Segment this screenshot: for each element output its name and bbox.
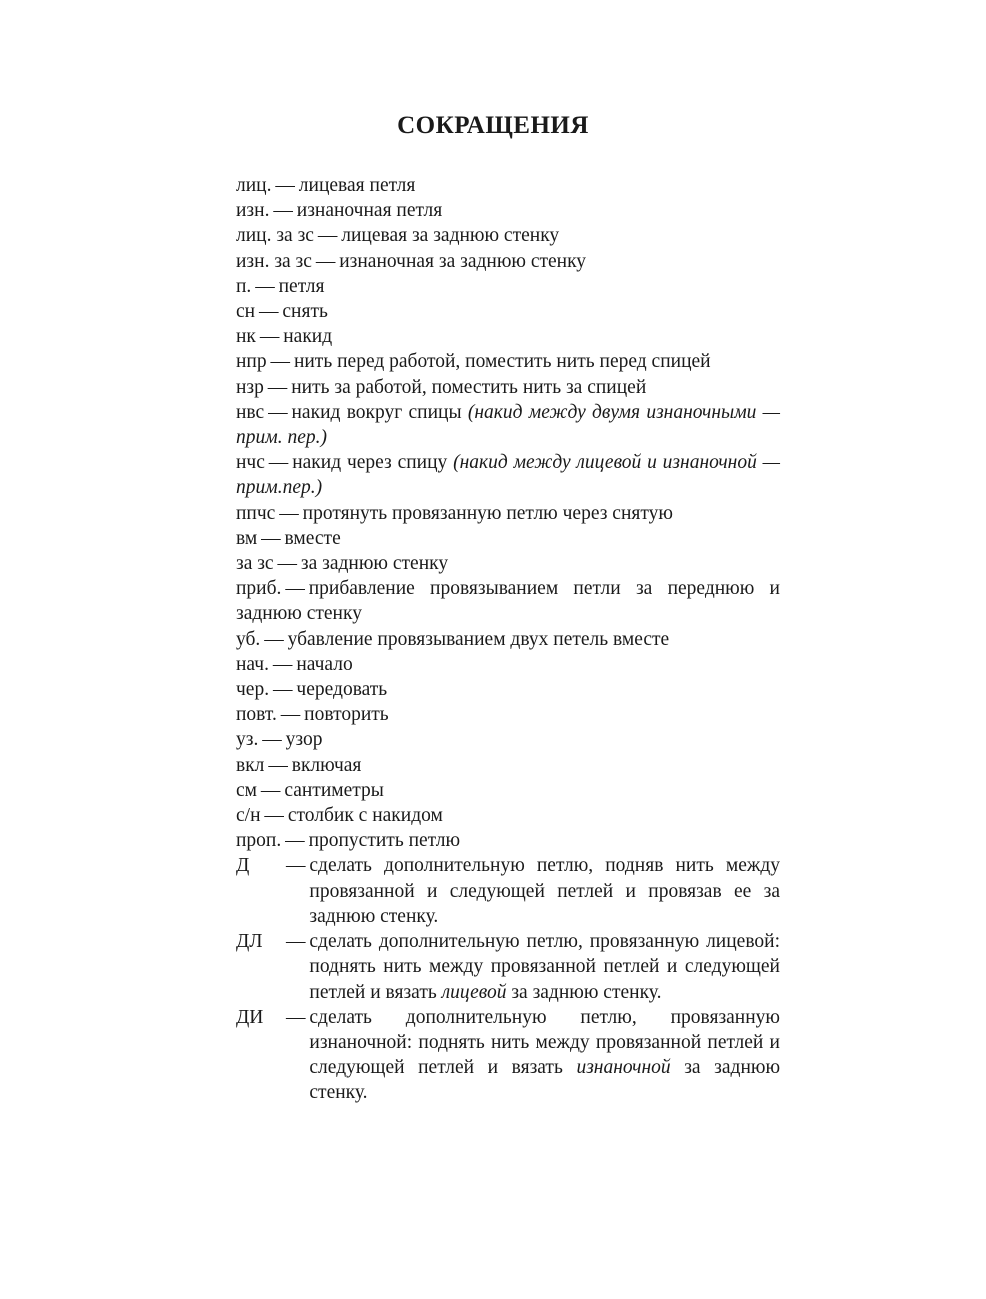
abbreviation-dash: — (269, 679, 297, 701)
abbreviation-term: нпр (236, 351, 267, 373)
definition-emphasis: лицевой (441, 981, 507, 1003)
abbreviation-entry (236, 753, 780, 778)
abbreviation-term: ппчс (236, 502, 276, 524)
abbreviation-definition: накид (283, 326, 333, 348)
abbreviation-definition: сантиметры (284, 779, 384, 801)
definition-text: сделать дополнительную петлю, провязанную лицевой: поднять нить между провязанной петлей и следующей петлей и вязать (309, 931, 780, 1003)
abbreviation-term: п. (236, 275, 252, 297)
abbreviation-entry (236, 803, 780, 828)
abbreviation-definition: протянуть провязанную петлю через снятую (302, 502, 673, 524)
abbreviation-dash: — (286, 855, 310, 877)
abbreviation-entry (236, 702, 780, 727)
abbreviation-entry-hanging (236, 1005, 780, 1106)
abbreviation-entry (236, 576, 780, 626)
abbreviation-entry (236, 249, 780, 274)
abbreviation-definition: убавление провязыванием двух петель вместе (287, 628, 670, 650)
abbreviation-term: изн. (236, 200, 270, 222)
abbreviation-dash: — (286, 1006, 310, 1028)
abbreviation-term: вкл (236, 754, 265, 776)
abbreviation-definition: накид через спицу (292, 452, 448, 474)
page-title: СОКРАЩЕНИЯ (397, 112, 589, 139)
abbreviation-dash: — (311, 250, 340, 272)
abbreviation-entry (236, 349, 780, 374)
abbreviation-definition: изнаночная петля (296, 200, 443, 222)
abbreviation-definition: узор (285, 729, 323, 751)
abbreviation-definition: включая (291, 754, 362, 776)
abbreviation-entry (236, 551, 780, 576)
abbreviation-entry (236, 727, 780, 752)
abbreviation-term: изн. за зс (236, 250, 312, 272)
abbreviation-entry (236, 375, 780, 400)
abbreviation-term: нчс (236, 452, 265, 474)
abbreviation-entry (236, 677, 780, 702)
abbreviation-dash: — (255, 326, 284, 348)
abbreviation-dash: — (264, 401, 292, 423)
abbreviation-term: с/н (236, 805, 261, 827)
abbreviation-dash: — (286, 931, 310, 953)
abbreviation-definition: столбик с накидом (287, 805, 443, 827)
abbreviation-dash: — (276, 704, 305, 726)
abbreviation-definition: начало (296, 653, 353, 675)
abbreviation-definition: прибавление провязыванием петли за переднюю и заднюю стенку (236, 578, 780, 625)
abbreviation-entry (236, 450, 780, 500)
abbreviation-dash: — (281, 830, 309, 852)
abbreviation-definition: чередовать (296, 679, 388, 701)
abbreviation-definition: за заднюю стенку (300, 553, 449, 575)
abbreviation-dash: — (263, 376, 292, 398)
abbreviation-term: сн (236, 301, 256, 323)
translator-note: (накид между лицевой и изнаночной — прим.пер.) (236, 452, 780, 499)
abbreviation-term: см (236, 779, 257, 801)
abbreviation-definition: лицевая за заднюю стенку (341, 225, 560, 247)
abbreviation-dash: — (271, 175, 299, 196)
abbreviation-dash: — (251, 275, 279, 297)
abbreviation-term: ДИ (236, 1006, 264, 1028)
abbreviation-dash: — (264, 452, 293, 474)
abbreviation-definition: повторить (304, 704, 389, 726)
abbreviation-dash: — (269, 200, 297, 222)
abbreviation-term: нзр (236, 376, 264, 398)
abbreviation-dash: — (313, 225, 342, 247)
definition-text: за заднюю стенку. (309, 1057, 781, 1104)
abbreviation-dash: — (257, 527, 285, 549)
abbreviation-term: ДЛ (236, 931, 263, 953)
abbreviation-dash: — (266, 351, 294, 373)
definition-text: сделать дополнительную петлю, провязанную изнаночной: поднять нить между провязанной петлей и следующей петлей и вязать (309, 1006, 780, 1079)
abbreviation-entry (236, 627, 780, 652)
abbreviation-dash: — (260, 805, 288, 827)
abbreviation-term: проп. (236, 830, 282, 852)
abbreviation-term: чер. (236, 679, 270, 701)
abbreviation-dash: — (273, 553, 301, 575)
abbreviation-definition: накид вокруг спицы (291, 401, 462, 423)
abbreviation-entry (236, 324, 780, 349)
abbreviation-dash: — (281, 578, 309, 600)
abbreviation-entry (236, 299, 780, 324)
abbreviation-entry (236, 652, 780, 677)
abbreviation-definition (309, 853, 780, 929)
abbreviation-term: приб. (236, 578, 282, 600)
abbreviation-dash: — (257, 779, 285, 801)
abbreviation-entry-hanging (236, 853, 780, 929)
definition-emphasis: изнаночной (576, 1057, 671, 1079)
abbreviation-definition (309, 1005, 780, 1106)
abbreviation-definition: пропустить петлю (308, 830, 461, 852)
abbreviation-definition: снять (282, 301, 328, 323)
definition-text: за заднюю стенку. (511, 981, 662, 1003)
abbreviation-list (236, 173, 780, 1106)
abbreviation-term: нач. (236, 653, 269, 675)
abbreviation-entry (236, 173, 780, 198)
abbreviation-term: лиц. за зс (236, 225, 314, 247)
abbreviation-entry (236, 223, 780, 248)
abbreviation-dash: — (258, 729, 286, 751)
abbreviation-definition: лицевая петля (298, 175, 416, 196)
definition-text: сделать дополнительную петлю, подняв нить между провязанной и следующей петлей и провязав ее за заднюю стенку. (309, 855, 780, 927)
abbreviation-dash: — (269, 653, 297, 675)
abbreviation-term: нк (236, 326, 256, 348)
abbreviation-definition: нить за работой, поместить нить за спицей (291, 376, 647, 398)
abbreviation-dash: — (275, 502, 303, 524)
abbreviation-entry-hanging (236, 929, 780, 1005)
translator-note: (накид между двумя изнаночными — прим. пер.) (236, 401, 781, 449)
abbreviation-dash: — (264, 754, 292, 776)
abbreviation-dash: — (260, 628, 288, 650)
abbreviation-term: вм (236, 527, 258, 549)
abbreviation-definition: петля (278, 275, 325, 297)
abbreviation-definition (309, 929, 780, 1005)
abbreviation-term: нвс (236, 401, 265, 423)
abbreviation-entry (236, 501, 780, 526)
abbreviation-term: повт. (236, 704, 277, 726)
abbreviation-entry (236, 274, 780, 299)
abbreviation-definition: изнаночная за заднюю стенку (339, 250, 587, 272)
abbreviation-entry (236, 198, 780, 223)
abbreviation-entry (236, 400, 780, 450)
abbreviation-definition: вместе (284, 527, 341, 549)
abbreviation-entry (236, 828, 780, 853)
abbreviation-term: уз. (236, 729, 259, 751)
abbreviation-definition: нить перед работой, поместить нить перед спицей (293, 351, 711, 373)
abbreviation-term: Д (236, 855, 250, 877)
abbreviation-entry (236, 526, 780, 551)
abbreviation-term: уб. (236, 628, 261, 650)
abbreviation-entry (236, 778, 780, 803)
abbreviation-term: лиц. (236, 175, 272, 196)
abbreviation-dash: — (255, 301, 283, 323)
abbreviation-term: за зс (236, 553, 274, 575)
